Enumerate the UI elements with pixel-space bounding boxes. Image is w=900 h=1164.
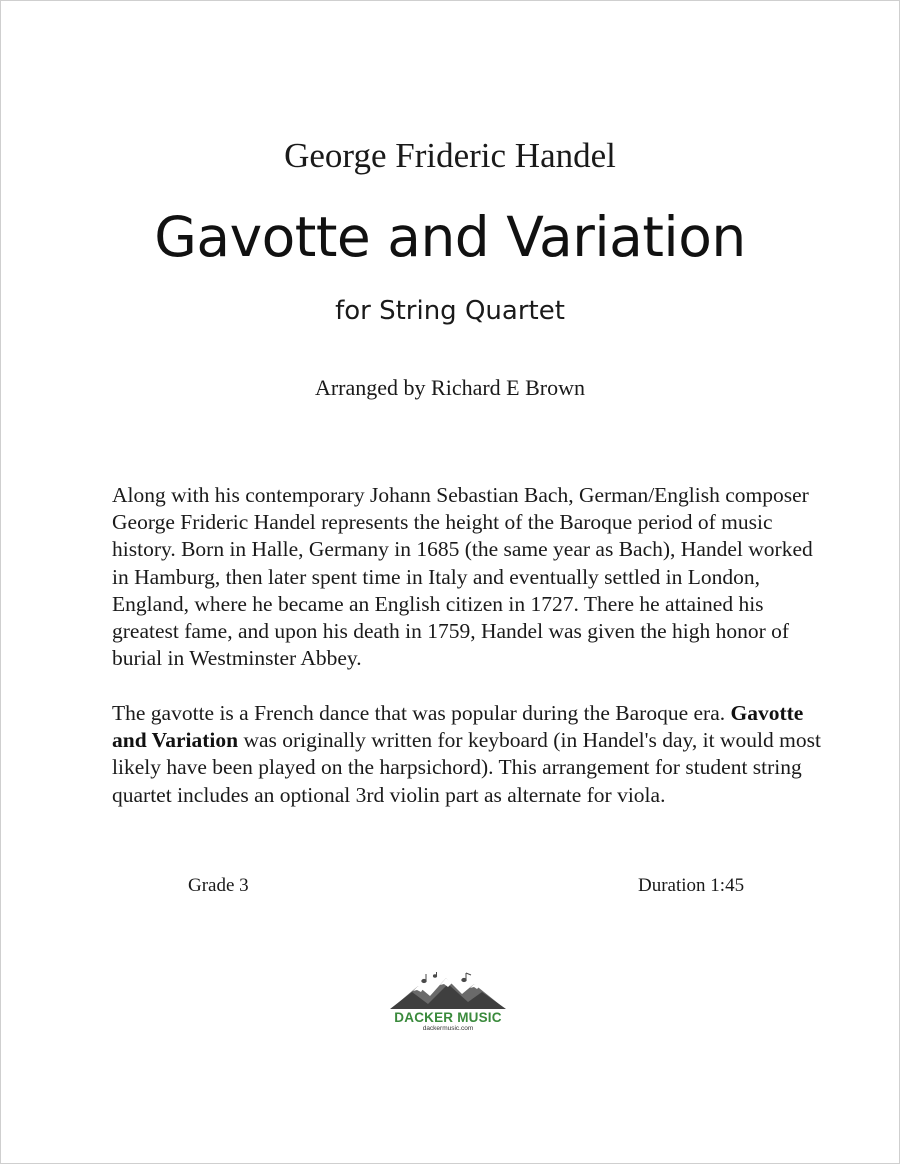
piece-title: Gavotte and Variation: [154, 205, 746, 269]
instrumentation-subtitle: for String Quartet: [335, 296, 565, 326]
paragraph-2-lead: The gavotte is a French dance that was popular during the Baroque era.: [112, 701, 726, 725]
paragraph-2-title-bold: Gavotte and Variation: [112, 701, 804, 753]
publisher-name: DACKER MUSIC: [394, 1010, 502, 1025]
composer-name: George Frideric Handel: [284, 136, 616, 175]
publisher-logo: [388, 972, 508, 1042]
publisher-url: dackermusic.com: [422, 1025, 474, 1032]
arranger-credit: Arranged by Richard E Brown: [314, 375, 586, 400]
description-paragraph-1: Along with his contemporary Johann Sebastian Bach, German/English composer George Frideric Handel represents the height of the Baroque period of music history. Born in Halle, Germany in 1685 (the same year as Bach), Handel worked in Hamburg, then later spent time in Italy and eventually settled in London, England, where he became an English citizen in 1727. There he attained his greatest fame, and upon his death in 1759, Handel was given the high honor of burial in Westminster Abbey.: [112, 483, 813, 671]
grade-label: Grade 3: [188, 875, 249, 896]
paragraph-2-rest: was originally written for keyboard (in Handel's day, it would most likely have been played on the harpsichord). This arrangement for student string quartet includes an optional 3rd violin part as alternate for viola.: [112, 728, 821, 807]
description-paragraph-2: [112, 700, 832, 809]
duration-label: Duration 1:45: [638, 875, 745, 896]
mountain-music-icon: [388, 972, 508, 1010]
